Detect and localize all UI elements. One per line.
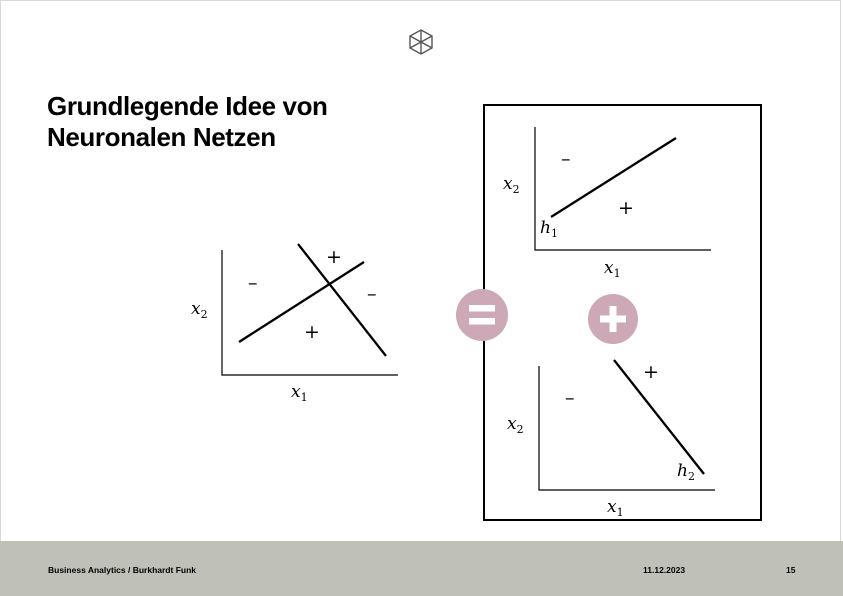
slide-title-line-1: Grundlegende Idee von bbox=[47, 91, 328, 121]
bottom-plot-line-label: $h_2$ bbox=[677, 461, 695, 483]
left-plot-x-label: $x_1$ bbox=[291, 382, 308, 404]
left-plot-sign-bottom: + bbox=[304, 321, 320, 343]
top-plot-y-label: $x_2$ bbox=[503, 174, 520, 196]
left-plot-line-h1 bbox=[239, 262, 364, 342]
left-plot bbox=[191, 244, 398, 404]
left-plot-sign-right: – bbox=[367, 283, 377, 305]
left-plot-sign-left: – bbox=[248, 272, 258, 294]
equals-icon bbox=[456, 289, 508, 341]
slide-footer bbox=[0, 541, 843, 596]
footer-date: 11.12.2023 bbox=[643, 565, 686, 575]
top-plot-x-label: $x_1$ bbox=[604, 258, 621, 280]
left-plot-axes bbox=[222, 250, 398, 375]
bottom-plot-sign-plus: + bbox=[643, 361, 659, 383]
bottom-plot-x-label: $x_1$ bbox=[607, 497, 624, 519]
top-plot-sign-minus: – bbox=[561, 148, 571, 170]
bottom-plot-sign-minus: – bbox=[565, 387, 575, 409]
left-plot-y-label: $x_2$ bbox=[191, 299, 208, 321]
footer-author: Business Analytics / Burkhardt Funk bbox=[48, 565, 196, 575]
footer-page-number: 15 bbox=[786, 565, 796, 575]
left-plot-sign-top: + bbox=[326, 246, 342, 268]
top-plot-line-label: $h_1$ bbox=[540, 218, 558, 240]
bottom-plot-y-label: $x_2$ bbox=[507, 414, 524, 436]
plus-icon bbox=[588, 294, 638, 344]
slide-title-line-2: Neuronalen Netzen bbox=[47, 122, 276, 152]
top-plot-sign-plus: + bbox=[618, 197, 634, 219]
